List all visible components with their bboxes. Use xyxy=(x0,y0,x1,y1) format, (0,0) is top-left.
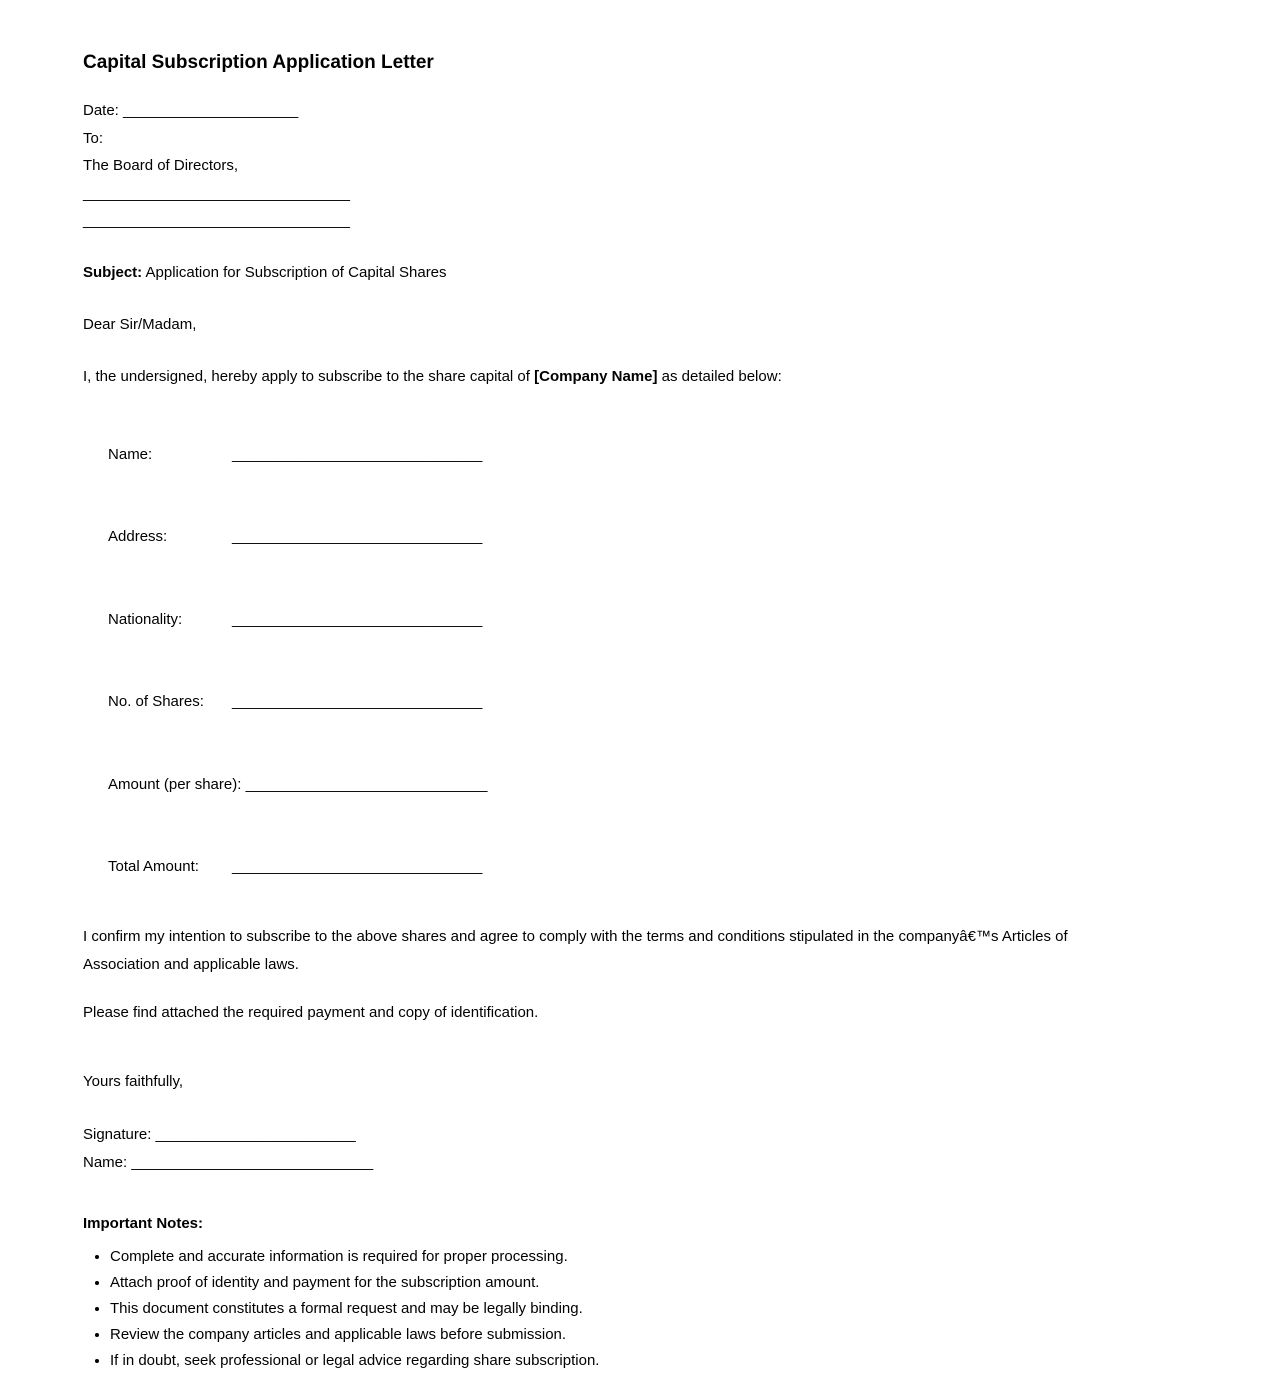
note-item: • If in doubt, seek professional or legal advice regarding share subscription. xyxy=(110,1348,1195,1374)
amount-per-share-field-label: Amount (per share): xyxy=(108,775,242,793)
name-field-label: Name: xyxy=(108,445,153,463)
intro-after-company: as detailed below: xyxy=(661,367,782,385)
intro-before-company: I, the undersigned, hereby apply to subscribe to the share capital of xyxy=(83,367,530,385)
signer-name-fill-line: Name: _____________________________ xyxy=(83,1153,374,1171)
signature-fill-line: Signature: ________________________ xyxy=(83,1126,356,1143)
letter-header xyxy=(83,97,1195,235)
form-row-address xyxy=(83,496,1195,579)
amount-per-share-fill-line: _____________________________ xyxy=(245,775,488,793)
closing: Yours faithfully, xyxy=(83,1072,184,1090)
nationality-fill-line: ______________________________ xyxy=(232,610,483,628)
subject-label: Subject: xyxy=(83,263,143,281)
form-row-nationality xyxy=(83,578,1195,661)
nationality-field-label: Nationality: xyxy=(108,610,183,628)
date-fill-line: Date: _____________________ xyxy=(83,102,299,119)
to-label: To: xyxy=(83,129,104,147)
attachment-note: Please find attached the required payment and copy of identification. xyxy=(83,1004,539,1021)
note-item: • Complete and accurate information is required for proper processing. xyxy=(110,1244,1195,1270)
name-fill-line: ______________________________ xyxy=(232,445,483,463)
total-amount-field-label: Total Amount: xyxy=(108,858,199,875)
shares-fill-line: ______________________________ xyxy=(232,693,483,710)
intro-paragraph xyxy=(83,363,1195,391)
confirmation-line-1: I confirm my intention to subscribe to the above shares and agree to comply with the terms and conditions stipulated in the companyâ€™s Articles of xyxy=(83,928,1068,945)
shares-field-label: No. of Shares: xyxy=(108,693,204,710)
salutation: Dear Sir/Madam, xyxy=(83,316,197,333)
recipient-line: The Board of Directors, xyxy=(83,157,239,174)
address-fill-line: ______________________________ xyxy=(232,528,483,545)
company-name-placeholder: [Company Name] xyxy=(534,367,658,385)
signature-block xyxy=(83,1121,1195,1176)
note-item: • This document constitutes a formal request and may be legally binding. xyxy=(110,1296,1195,1322)
important-notes-list xyxy=(83,1244,1195,1374)
confirmation-paragraph xyxy=(83,923,1195,978)
subject-text: Application for Subscription of Capital Shares xyxy=(145,263,447,281)
total-amount-fill-line: ______________________________ xyxy=(232,858,483,875)
form-row-shares xyxy=(83,661,1195,744)
note-item: • Review the company articles and applicable laws before submission. xyxy=(110,1322,1195,1348)
recipient-blank-line-2: ________________________________ xyxy=(83,212,350,229)
address-field-label: Address: xyxy=(108,528,168,545)
recipient-blank-line-1: ________________________________ xyxy=(83,184,350,202)
important-notes-heading: Important Notes: xyxy=(83,1215,203,1232)
form-row-total-amount xyxy=(83,826,1195,909)
note-item: • Attach proof of identity and payment for the subscription amount. xyxy=(110,1270,1195,1296)
confirmation-line-2: Association and applicable laws. xyxy=(83,955,299,973)
page-title: Capital Subscription Application Letter xyxy=(83,52,434,73)
subject-line xyxy=(83,259,1195,287)
form-row-amount-per-share xyxy=(83,743,1195,826)
subscription-form xyxy=(83,413,1195,908)
form-row-name xyxy=(83,413,1195,496)
